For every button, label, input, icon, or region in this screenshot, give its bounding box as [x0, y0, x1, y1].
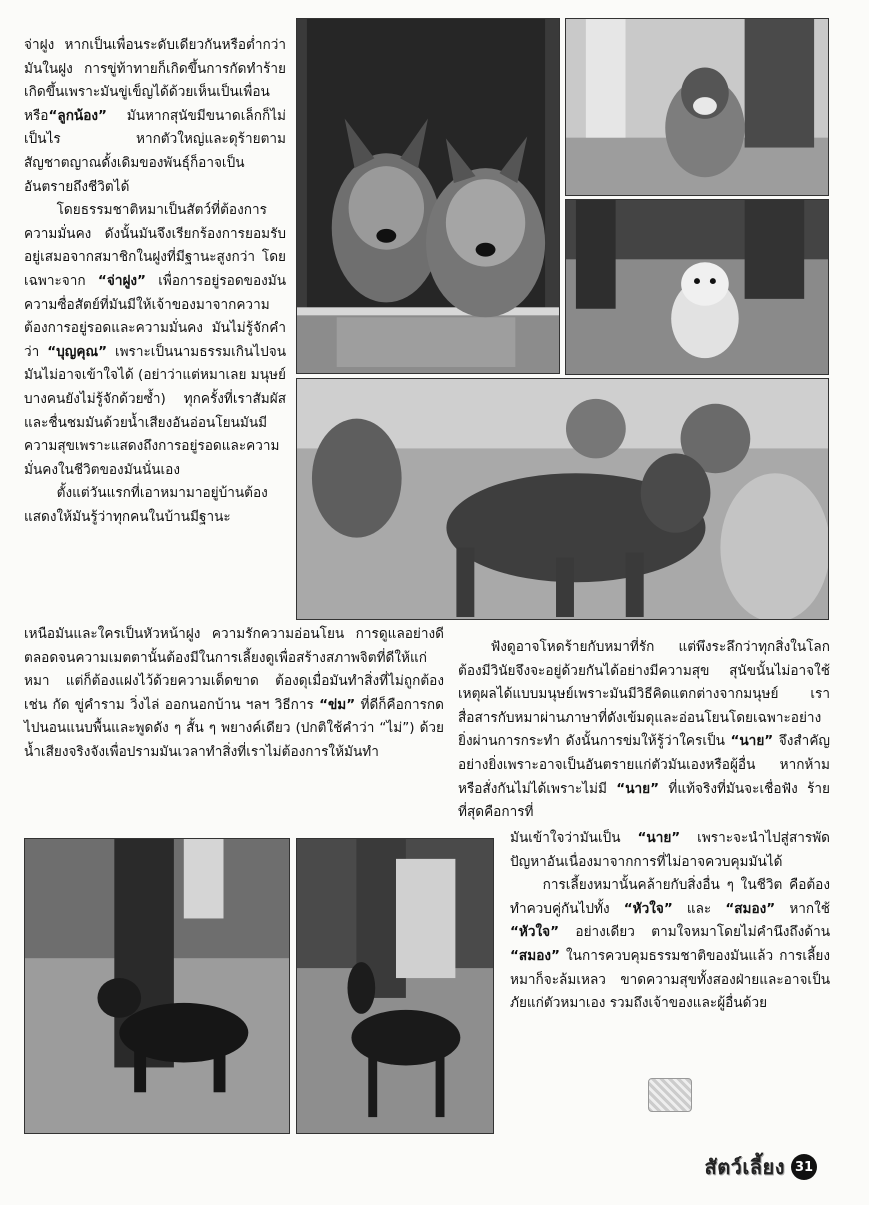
article-wide-left [24, 623, 444, 765]
emphasis-text: “นาย” [616, 780, 660, 797]
emphasis-text: “จ่าฝูง” [97, 272, 146, 289]
article-wide-right [458, 636, 830, 825]
photo-terrier [565, 199, 829, 375]
paragraph-5: ฟังดูอาจโหดร้ายกับหมาที่รัก แต่พึงระลึกว่าทุกสิ่งในโลกต้องมีวินัยจึงจะอยู่ด้วยกันได้อย่างมีความสุข สุนัขนั้นไม่อาจใช้เหตุผลได้แบบมนุษย์เพราะมันมีวิธีคิดแตกต่างจากมนุษย์ เราสื่อสารกับหมาผ่านภาษาที่ดังเข้มดุและอ่อนโยนโดยเฉพาะอย่างยิ่งผ่านการกระทำ ดังนั้นการข่มให้รู้ว่าใครเป็น “นาย” จึงสำคัญอย่างยิ่งเพราะอาจเป็นอันตรายแก่ตัวมันเองหรือผู้อื่น หากห้ามหรือสั่งกันไม่ได้เพราะไม่มี “นาย” ที่แท้จริงที่มันจะเชื่อฟัง ร้ายที่สุดคือการที่ [458, 639, 830, 821]
emphasis-text: “สมอง” [510, 947, 560, 964]
photo-black-staffordshire [24, 838, 290, 1134]
emphasis-text: “ลูกน้อง” [48, 107, 107, 124]
paragraph-3: ตั้งแต่วันแรกที่เอาหมามาอยู่บ้านต้องแสดงให้มันรู้ว่าทุกคนในบ้านมีฐานะ [24, 485, 268, 525]
magazine-name: สัตว์เลี้ยง [704, 1155, 785, 1179]
page-footer [704, 1151, 817, 1183]
emphasis-text: “บุญคุณ” [47, 343, 108, 360]
emphasis-text: “นาย” [637, 830, 681, 846]
emphasis-text: “ข่ม” [319, 696, 356, 713]
photo-german-shepherds [296, 18, 560, 374]
paragraph-6: มันเข้าใจว่ามันเป็น “นาย” เพราะจะนำไปสู่สารพัดปัญหาอันเนื่องมาจากการที่ไม่อาจควบคุมมันได้ [510, 830, 830, 870]
emphasis-text: “นาย” [730, 733, 774, 750]
photo-boxer [565, 18, 829, 196]
paragraph-2: โดยธรรมชาติหมาเป็นสัตว์ที่ต้องการความมั่นคง ดังนั้นมันจึงเรียกร้องการยอมรับอยู่เสมอจากสมาชิกในฝูงที่มีฐานะสูงกว่า โดยเฉพาะจาก “จ่าฝูง” เพื่อการอยู่รอดของมัน ความซื่อสัตย์ที่มันมีให้เจ้าของมาจากความต้องการอยู่รอดและความมั่นคง มันไม่รู้จักคำว่า “บุญคุณ” เพราะเป็นนามธรรมเกินไปจนมันไม่อาจเข้าใจได้ (อย่าว่าแต่หมาเลย มนุษย์บางคนยังไม่รู้จักด้วยซ้ำ) ทุกครั้งที่เราสัมผัสและชื่นชมมันด้วยน้ำเสียงอันอ่อนโยนมันมีความสุขเพราะแสดงถึงการอยู่รอดและความมั่นคงในชีวิตของมันนั่นเอง [24, 202, 287, 478]
magazine-logo-icon [648, 1078, 692, 1112]
article-column-left [24, 34, 286, 529]
emphasis-text: “สมอง” [725, 900, 776, 917]
paragraph-4: เหนือมันและใครเป็นหัวหน้าฝูง ความรักความอ่อนโยน การดูแลอย่างดี ตลอดจนความเมตตานั้นต้องมีในการเลี้ยงดูเพื่อสร้างสภาพจิตที่ดีให้แก่หมา แต่ก็ต้องแฝงไว้ด้วยความเด็ดขาด ต้องดุเมื่อมันทำสิ่งที่ไม่ถูกต้อง เช่น กัด ขู่คำราม วิ่งไล่ ออกนอกบ้าน ฯลฯ วิธีการ “ข่ม” ที่ดีก็คือการกดไปนอนแนบพื้นและพูดดัง ๆ สั้น ๆ พยางค์เดียว (ปกติใช้คำว่า “ไม่”) ด้วยน้ำเสียงจริงจังเพื่อปรามมันเวลาทำสิ่งที่เราไม่ต้องการให้มันทำ [24, 626, 444, 760]
paragraph-1: จ่าฝูง หากเป็นเพื่อนระดับเดียวกันหรือต่ำกว่ามันในฝูง การขู่ท้าทายก็เกิดขึ้นการกัดทำร้ายเกิดขึ้นเพราะมันขู่เข็ญได้ด้วยเห็นเป็นเพื่อนหรือ“ลูกน้อง” มันหากสุนัขมีขนาดเล็กก็ไม่เป็นไร หากตัวใหญ่และดุร้ายตามสัญชาตญาณดั้งเดิมของพันธุ์ก็อาจเป็นอันตรายถึงชีวิตได้ [24, 37, 286, 195]
emphasis-text: “หัวใจ” [510, 924, 560, 941]
page-number: 31 [791, 1154, 817, 1180]
paragraph-7: การเลี้ยงหมานั้นคล้ายกับสิ่งอื่น ๆ ในชีวิต คือต้องทำควบคู่กันไปทั้ง “หัวใจ” และ “สมอง” หากใช้ “หัวใจ” อย่างเดียว ตามใจหมาโดยไม่คำนึงถึงด้าน “สมอง” ในการควบคุมธรรมชาติของมันแล้ว การเลี้ยงหมาก็จะล้มเหลว ขาดความสุขทั้งสองฝ่ายและอาจเป็นภัยแก่ตัวหมาเอง รวมถึงเจ้าของและผู้อื่นด้วย [510, 877, 831, 1012]
photo-dog-at-event [296, 378, 829, 620]
article-column-right-bottom [510, 827, 830, 1016]
emphasis-text: “หัวใจ” [623, 900, 673, 917]
photo-doberman [296, 838, 494, 1134]
